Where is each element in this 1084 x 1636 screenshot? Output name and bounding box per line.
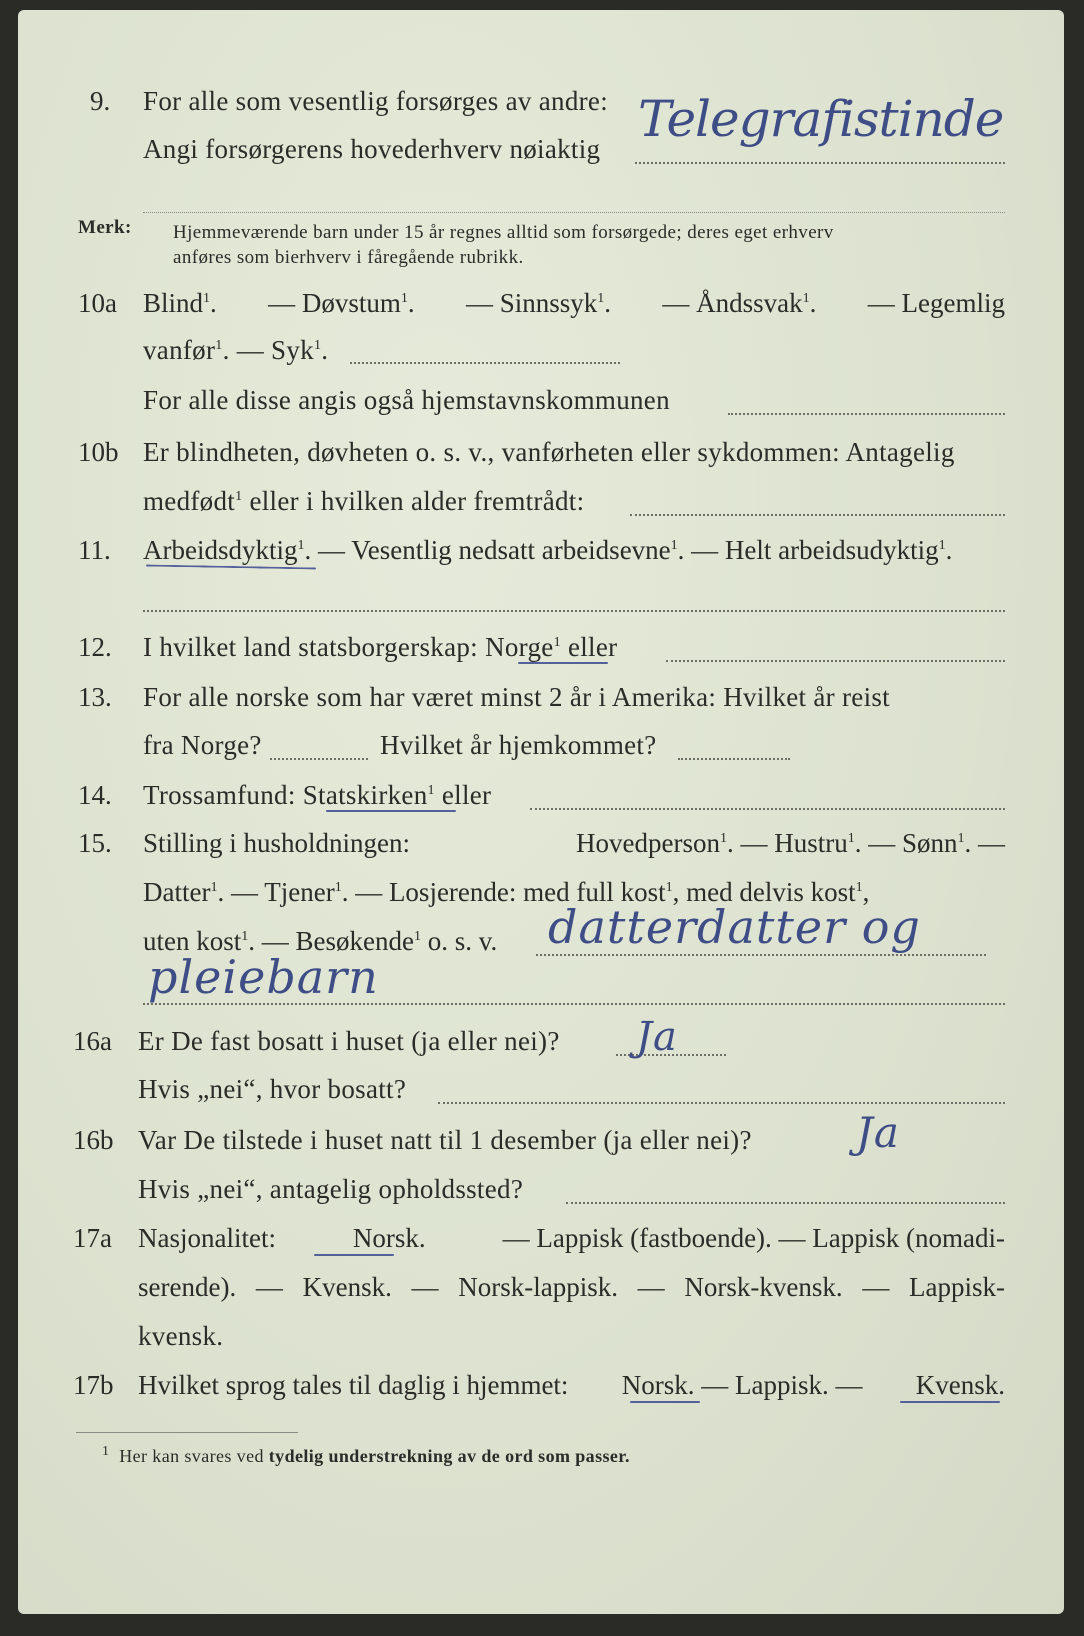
q16a-line1: Er De fast bosatt i huset (ja eller nei)? bbox=[138, 1026, 560, 1056]
q16b-sted-line bbox=[566, 1202, 1005, 1204]
opt-arbeidsdyktig: Arbeidsdyktig bbox=[143, 535, 298, 565]
q13-reist-line bbox=[270, 758, 368, 760]
q17a-line2: serende). — Kvensk. — Norsk-lappisk. — Norsk-kvensk. — Lappisk- bbox=[138, 1272, 1005, 1302]
q15-handwritten-answer2: pleiebarn bbox=[148, 950, 379, 1004]
q17a-line1: Nasjonalitet: Norsk. — Lappisk (fastboende). — Lappisk (nomadi- bbox=[138, 1223, 1005, 1253]
q16b-number: 16b bbox=[73, 1125, 114, 1155]
opt-norsk-sprog: Norsk bbox=[621, 1370, 688, 1400]
q10b-number: 10b bbox=[78, 437, 119, 467]
q15-line1: Stilling i husholdningen: Hovedperson$^1$. — Hustru$^1$. — Sønn$^1$. — bbox=[143, 828, 1005, 858]
q10b-line1: Er blindheten, døvheten o. s. v., vanførheten eller sykdommen: Antagelig bbox=[143, 437, 955, 467]
q17a-number: 17a bbox=[73, 1223, 112, 1253]
q16b-handwritten-answer: Ja bbox=[856, 1108, 900, 1157]
q10a-hjemstavn-line bbox=[728, 413, 1005, 415]
q12-number: 12. bbox=[78, 632, 112, 662]
q11-extra-line bbox=[143, 610, 1005, 612]
opt-andssvak: — Åndssvak bbox=[662, 288, 803, 318]
q15-answer-line1 bbox=[536, 954, 986, 956]
opt-kvensk-sprog: Kvensk. bbox=[915, 1370, 1005, 1400]
q10b-answer-line bbox=[630, 514, 1005, 516]
q15-line2: Datter$^1$. — Tjener$^1$. — Losjerende: med full kost$^1$, med delvis kost$^1$, bbox=[143, 877, 870, 907]
q9-extra-line bbox=[143, 212, 1005, 213]
census-form-page bbox=[18, 10, 1064, 1614]
q16b-line2: Hvis „nei“, antagelig opholdssted? bbox=[138, 1174, 524, 1204]
q17b-line: Hvilket sprog tales til daglig i hjemmet: Norsk. — Lappisk. — Kvensk. bbox=[138, 1370, 1005, 1400]
opt-blind: Blind bbox=[143, 288, 204, 318]
q10b-line2: medfødt$^1$ eller i hvilken alder fremtrådt: bbox=[143, 486, 585, 516]
q9-handwritten-answer: Telegrafistinde bbox=[638, 90, 1004, 148]
q12-answer-line bbox=[666, 660, 1005, 662]
q17b-norsk-underline bbox=[630, 1401, 700, 1403]
q9-line1: For alle som vesentlig forsørges av andre: bbox=[143, 86, 608, 116]
footnote-rule bbox=[76, 1432, 298, 1433]
q13-line2b: Hvilket år hjemkommet? bbox=[380, 730, 657, 760]
merk-line1: Hjemmeværende barn under 15 år regnes alltid som forsørgede; deres eget erhverv bbox=[173, 222, 834, 243]
q16a-number: 16a bbox=[73, 1026, 112, 1056]
footnote: $^1$ Her kan svares ved tydelig understrekning av de ord som passer. bbox=[102, 1444, 630, 1466]
q17a-line3: kvensk. bbox=[138, 1321, 224, 1351]
opt-statskirken: Statskirken bbox=[302, 780, 428, 810]
opt-norsk-nasjonalitet: Norsk. bbox=[352, 1223, 426, 1253]
q9-answer-line bbox=[635, 162, 1005, 164]
q9-number: 9. bbox=[90, 86, 111, 116]
q15-number: 15. bbox=[78, 828, 112, 858]
merk-line2: anføres som bierhverv i fåregående rubrikk. bbox=[173, 247, 524, 268]
opt-norge: Norge bbox=[485, 632, 554, 662]
q16b-line1: Var De tilstede i huset natt til 1 desember (ja eller nei)? bbox=[138, 1125, 752, 1155]
q10a-syk-line bbox=[350, 362, 620, 364]
q10a-line1: Blind$^1$. — Døvstum$^1$. — Sinnssyk$^1$. — Åndssvak$^1$. — Legemlig bbox=[143, 288, 1005, 318]
q15-line3: uten kost$^1$. — Besøkende$^1$ o. s. v. bbox=[143, 926, 498, 956]
q16a-line2: Hvis „nei“, hvor bosatt? bbox=[138, 1074, 407, 1104]
opt-sinnssyk: — Sinnssyk bbox=[466, 288, 598, 318]
q12-line: I hvilket land statsborgerskap: Norge$^1$ eller bbox=[143, 632, 618, 662]
merk-label: Merk: bbox=[78, 217, 132, 238]
opt-dovstum: — Døvstum bbox=[268, 288, 401, 318]
q14-number: 14. bbox=[78, 780, 112, 810]
q15-answer-line2 bbox=[143, 1003, 1005, 1005]
q10a-line3: For alle disse angis også hjemstavnskommunen bbox=[143, 385, 670, 415]
q13-hjemkommet-line bbox=[678, 758, 790, 760]
q11-number: 11. bbox=[78, 535, 111, 565]
q14-answer-line bbox=[530, 808, 1005, 810]
opt-legemlig: — Legemlig bbox=[867, 288, 1005, 318]
q17b-kvensk-underline bbox=[900, 1401, 1000, 1403]
q17a-underline-mark bbox=[314, 1254, 394, 1256]
q14-line: Trossamfund: Statskirken$^1$ eller bbox=[143, 780, 492, 810]
q10a-number: 10a bbox=[78, 288, 117, 318]
q16a-bosatt-line bbox=[438, 1102, 1005, 1104]
q12-underline-mark bbox=[518, 662, 608, 664]
q16a-handwritten-answer: Ja bbox=[636, 1014, 678, 1060]
q11-line: Arbeidsdyktig$^1$. — Vesentlig nedsatt arbeidsevne$^1$. — Helt arbeidsudyktig$^1$. bbox=[143, 535, 953, 565]
q17b-number: 17b bbox=[73, 1370, 114, 1400]
q13-line1: For alle norske som har været minst 2 år i Amerika: Hvilket år reist bbox=[143, 682, 890, 712]
q9-line2: Angi forsørgerens hovederhverv nøiaktig bbox=[143, 134, 601, 164]
q10a-line2: vanfør$^1$. — Syk$^1$. bbox=[143, 335, 329, 365]
q13-number: 13. bbox=[78, 682, 112, 712]
q15-handwritten-answer1: datterdatter og bbox=[548, 900, 921, 954]
q14-underline-mark bbox=[326, 810, 456, 812]
q13-line2a: fra Norge? bbox=[143, 730, 262, 760]
